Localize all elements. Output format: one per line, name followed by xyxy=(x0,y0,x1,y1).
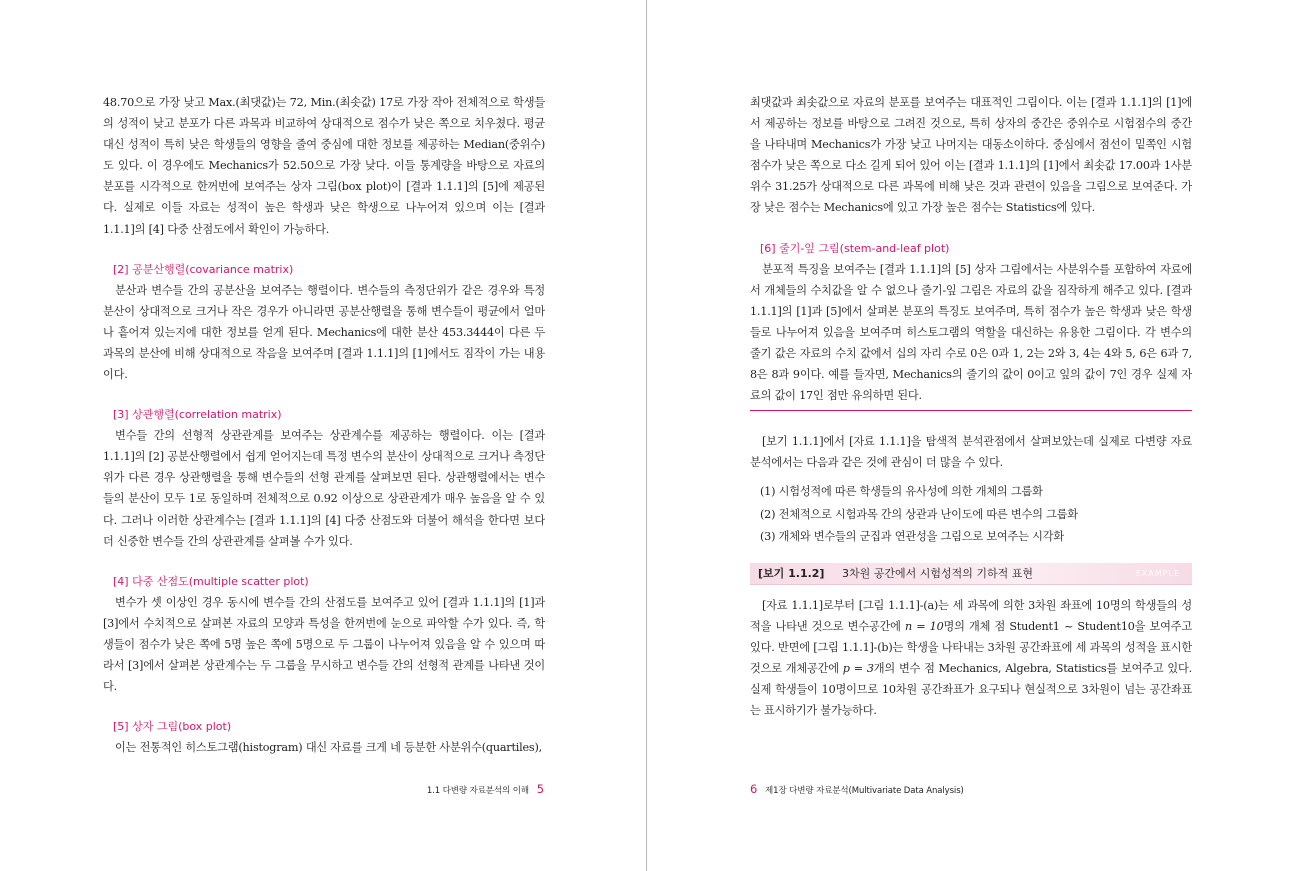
page-number: 5 xyxy=(536,782,544,796)
math-p: p = 3 xyxy=(842,662,874,676)
right-page xyxy=(750,92,1192,721)
section-body-scatter: 변수가 셋 이상인 경우 동시에 변수들 간의 산점도를 보여주고 있어 [결과 1.1.1]의 [1]과 [3]에서 수치적으로 살펴본 자료의 모양과 특성을 한꺼번에 눈으로 파악할 수가 있다. 즉, 학생들이 점수가 낮은 쪽에 5명 높은 쪽에 5명으로 두 그룹이 나누어져 있음을 알 수 있으며 따라서 [3]에서 살펴본 상관계수는 두 그룹을 무시하고 변수들 간의 선형적 관계를 나타낸 것이다. xyxy=(103,595,545,694)
example-body-part: [자료 1.1.1]로부터 [그림 1.1.1]-(a)는 세 과목에 의한 3차원 좌표에 10명의 학생들의 성적을 나타낸 것으로 변수공간에 xyxy=(750,598,1192,633)
section-body-covariance: 분산과 변수들 간의 공분산을 보여주는 행렬이다. 변수들의 측정단위가 같은 경우와 특정 분산이 상대적으로 크거나 작은 경우가 아니라면 공분산행렬을 통해 변수들이 평균에서 얼마나 흩어져 있는지에 대한 정보를 얻게 된다. Mechanics에 대한 분산 453.3444이 다른 두 과목의 분산에 비해 상대적으로 작음을 보여주며 [결과 1.1.1]의 [1]에서도 짐작이 가는 내용이다. xyxy=(103,283,545,382)
example-body xyxy=(750,595,1192,722)
right-page-footer xyxy=(750,782,964,796)
section-heading-boxplot: [5] 상자 그림(box plot) xyxy=(113,720,232,734)
example-body-part: 명의 개체 점 Student1 ~ Student10을 보여주고 있다. 반면에 [그림 1.1.1]-(b)는 학생을 나타내는 3차원 공간좌표에 세 과목의 성적을 표시한 것으로 개체공간에 xyxy=(750,620,1192,676)
example-header-bar xyxy=(750,563,1192,585)
section-heading-covariance: [2] 공분산행렬(covariance matrix) xyxy=(113,262,294,276)
list-item: (1) 시험성적에 따른 학생들의 유사성에 의한 개체의 그룹화 xyxy=(760,485,1043,499)
section-heading-correlation: [3] 상관행렬(correlation matrix) xyxy=(113,408,282,422)
example-body-part: 개의 변수 점 Mechanics, Algebra, Statistics를 보여주고 있다. 실제 학생들이 10명이므로 10차원 공간좌표가 요구되나 현실적으로 3차원이 넘는 공간좌표는 표시하기가 불가능하다. xyxy=(750,662,1192,718)
page-number: 6 xyxy=(750,782,758,796)
running-header-text: 제1장 다변량 자료분석(Multivariate Data Analysis) xyxy=(765,786,964,796)
right-paragraph-2: [보기 1.1.1]에서 [자료 1.1.1]을 탐색적 분석관점에서 살펴보았는데 실제로 다변량 자료분석에서는 다음과 같은 것에 관심이 더 많을 수 있다. xyxy=(750,435,1192,470)
example-tag: [보기 1.1.2] xyxy=(758,566,825,580)
section-body-boxplot: 이는 전통적인 히스토그램(histogram) 대신 자료를 크게 네 등분한 사분위수(quartiles), xyxy=(115,741,542,755)
interest-list xyxy=(750,481,1192,549)
left-page-footer xyxy=(427,782,544,796)
left-paragraph-1: 48.70으로 가장 낮고 Max.(최댓값)는 72, Min.(최솟값) 17로 가장 작아 전체적으로 학생들의 성적이 낮고 분포가 다른 과목과 비교하여 상대적으로 점수가 낮은 쪽으로 치우쳤다. 평균 대신 성적이 특히 낮은 학생들의 영향을 줄여 중심에 대한 정보를 제공하는 Median(중위수)도 있다. 이 경우에도 Mechanics가 52.50으로 가장 낮다. 이들 통계량을 바탕으로 자료의 분포를 시각적으로 한꺼번에 보여주는 상자 그림(box plot)이 [결과 1.1.1]의 [5]에 제공된다. 실제로 이들 자료는 성적이 높은 학생과 낮은 학생으로 나누어져 있으며 이는 [결과 1.1.1]의 [4] 다중 산점도에서 확인이 가능하다. xyxy=(103,96,545,236)
example-title: 3차원 공간에서 시험성적의 기하적 표현 xyxy=(841,566,1033,580)
right-paragraph-1: 최댓값과 최솟값으로 자료의 분포를 보여주는 대표적인 그림이다. 이는 [결과 1.1.1]의 [1]에서 제공하는 정보를 바탕으로 그려진 것으로, 특히 상자의 중간은 중위수로 시험점수의 중간을 나타내며 Mechanics가 가장 낮고 나머지는 대동소이하다. 중심에서 점선이 밑쪽인 시험 점수가 낮은 쪽으로 다소 길게 되어 있어 이는 [결과 1.1.1]의 [1]에서 최솟값 17.00과 1사분위수 31.25가 상대적으로 다른 과목에 비해 낮은 것과 관련이 있음을 그림으로 보여준다. 가장 낮은 점수는 Mechanics에 있고 가장 높은 점수는 Statistics에 있다. xyxy=(750,96,1192,215)
section-body-correlation: 변수들 간의 선형적 상관관계를 보여주는 상관계수를 제공하는 행렬이다. 이는 [결과 1.1.1]의 [2] 공분산행렬에서 쉽게 얻어지는데 특정 변수의 분산이 상대적으로 크거나 측정단위가 다른 경우 상관행렬을 통해 변수들의 선형 관계를 살펴보면 된다. 상관행렬에서는 변수들의 분산이 모두 1로 동일하며 전체적으로 0.92 이상으로 상관관계가 매우 높음을 알 수 있다. 그러나 이러한 상관계수는 [결과 1.1.1]의 [4] 다중 산점도와 더불어 해석을 한다면 보다 더 신중한 변수들 간의 상관관계를 살펴볼 수가 있다. xyxy=(103,429,545,548)
list-item: (2) 전체적으로 시험과목 간의 상관과 난이도에 따른 변수의 그룹화 xyxy=(760,507,1078,521)
section-heading-scatter: [4] 다중 산점도(multiple scatter plot) xyxy=(113,574,309,588)
left-page xyxy=(103,92,545,758)
page-divider xyxy=(646,0,647,871)
section-body-stem-leaf: 분포적 특징을 보여주는 [결과 1.1.1]의 [5] 상자 그림에서는 사분위수를 포함하여 자료에서 개체들의 수치값을 알 수 없으나 줄기-잎 그림은 자료의 값을 짐작하게 해주고 있다. [결과 1.1.1]의 [1]과 [5]에서 살펴본 분포의 특징도 보여주며, 특히 점수가 높은 학생과 낮은 학생들로 나누어져 있음을 보여주며 히스토그램의 역할을 대신하는 유용한 그림이다. 각 변수의 줄기 값은 자료의 수치 값에서 십의 자리 수로 0은 0과 1, 2는 2와 3, 4는 4와 5, 6은 6과 7, 8은 8과 9이다. 예를 들자면, Mechanics의 줄기의 값이 0이고 잎의 값이 7인 경우 실제 자료의 값이 17인 점만 유의하면 된다. xyxy=(750,262,1192,403)
section-heading-stem-leaf: [6] 줄기-잎 그림(stem-and-leaf plot) xyxy=(760,241,950,255)
list-item: (3) 개체와 변수들의 군집과 연관성을 그림으로 보여주는 시각화 xyxy=(760,530,1064,544)
example-watermark: EXAMPLE xyxy=(1135,568,1180,578)
math-n: n = 10 xyxy=(904,620,944,633)
running-header-text: 1.1 다변량 자료분석의 이해 xyxy=(426,786,529,796)
